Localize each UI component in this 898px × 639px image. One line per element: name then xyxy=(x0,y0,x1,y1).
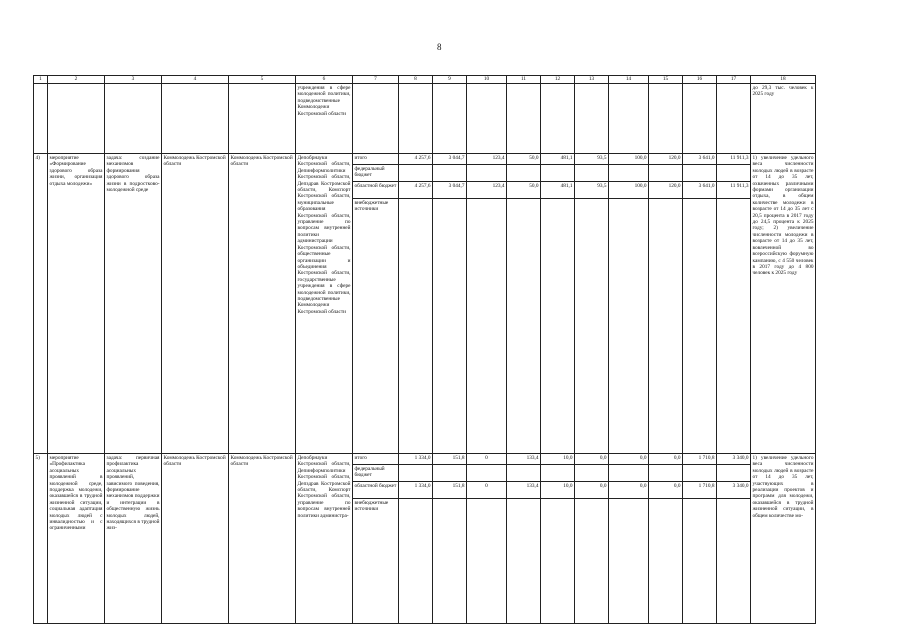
value-regional: 50,0 xyxy=(529,183,539,189)
header-cell: 5 xyxy=(229,76,296,84)
header-cell: 9 xyxy=(433,76,467,84)
executors: Депобрнауки Костромской области, Депинформполитики Костромской области, Депздрав Костромской области, Комспорт Костромской области, управление по вопросам внутренней политики администра- xyxy=(296,454,353,624)
value-regional: 0,0 xyxy=(599,483,607,489)
source-extrabudget: внебюджетные источники xyxy=(354,200,389,213)
event-task: задача: создание механизмов формирования здорового образа жизни в подростково-молодежной среде xyxy=(105,154,162,454)
page-number: 8 xyxy=(437,42,442,52)
value-regional: 1 334,0 xyxy=(414,483,431,489)
source-extrabudget: внебюджетные источники xyxy=(354,500,389,513)
value-total: 0,0 xyxy=(599,455,607,461)
value-regional: 0 xyxy=(485,483,488,489)
table-row xyxy=(34,454,816,624)
value-cell xyxy=(683,154,717,454)
value-cell xyxy=(467,454,507,624)
value-total: 133,4 xyxy=(526,455,539,461)
value-cell xyxy=(649,454,683,624)
value-total: 1 334,0 xyxy=(414,455,431,461)
row-number: 5) xyxy=(34,454,48,624)
value-regional: 120,0 xyxy=(668,183,681,189)
responsible: Коммолодежь Костромской области xyxy=(229,154,296,454)
value-regional: 100,0 xyxy=(634,183,647,189)
value-regional: 3 641,0 xyxy=(698,183,715,189)
value-regional: 93,5 xyxy=(597,183,607,189)
header-cell: 16 xyxy=(683,76,717,84)
value-cell xyxy=(683,454,717,624)
source-federal: федеральный бюджет xyxy=(354,466,385,479)
value-cell xyxy=(467,154,507,454)
funding-sources xyxy=(353,454,399,624)
value-regional: 0,0 xyxy=(639,483,647,489)
source-regional: областной бюджет xyxy=(354,183,397,189)
value-regional: 123,4 xyxy=(492,183,505,189)
value-total: 0,0 xyxy=(639,455,647,461)
value-total: 3 641,0 xyxy=(698,155,715,161)
header-cell: 3 xyxy=(105,76,162,84)
program-table xyxy=(33,75,816,624)
value-cell xyxy=(575,154,609,454)
header-cell: 2 xyxy=(48,76,105,84)
value-cell xyxy=(717,154,751,454)
expected-result: 1) увеличение удельного веса численности молодых людей в возрасте от 14 до 35 лет, охваченных различными формами организации отдыха, в общем количестве молодежи в возрасте от 14 до 35 лет с 20,5 процента в 2017 году до 24,5 процента к 2025 году; 2) увеличение численности молодежи в возрасте от 14 до 35 лет, вовлеченной во всероссийскую форумную кампанию, с 4 550 человек в 2017 году до 4 800 человек к 2025 году xyxy=(751,154,816,454)
funding-sources xyxy=(353,154,399,454)
value-total: 151,8 xyxy=(452,455,465,461)
coordinator: Коммолодежь Костромской области xyxy=(162,454,229,624)
header-cell: 14 xyxy=(609,76,649,84)
header-cell: 13 xyxy=(575,76,609,84)
continuation-executors: учреждения в сфере молодежной политики, подведомственные Коммолодежи Костромской области xyxy=(296,84,353,154)
header-row xyxy=(34,76,816,84)
header-cell: 17 xyxy=(717,76,751,84)
source-regional: областной бюджет xyxy=(354,483,397,489)
value-regional: 481,1 xyxy=(560,183,573,189)
header-cell: 4 xyxy=(162,76,229,84)
value-cell xyxy=(717,454,751,624)
value-regional: 3 044,7 xyxy=(448,183,465,189)
value-total: 10,0 xyxy=(563,455,573,461)
value-total: 1 710,8 xyxy=(698,455,715,461)
expected-result: 1) увеличение удельного веса численности молодых людей в возрасте от 14 до 35 лет, участвующих в реализации проектов и программ для молодежи, оказавшейся в трудной жизненной ситуации, в общем количестве мо- xyxy=(751,454,816,624)
header-cell: 18 xyxy=(751,76,816,84)
source-total: итого xyxy=(354,455,367,461)
header-cell: 6 xyxy=(296,76,353,84)
value-cell xyxy=(399,454,433,624)
event-name: мероприятие «Профилактика асоциальных проявлений в молодежной среде, поддержка молодежи, оказавшейся в трудной жизненной ситуации, социальная адаптация молодых людей с инвалидностью и с ограниченными xyxy=(48,454,105,624)
value-total: 50,0 xyxy=(529,155,539,161)
value-total: 100,0 xyxy=(634,155,647,161)
value-cell xyxy=(541,454,575,624)
header-cell: 15 xyxy=(649,76,683,84)
value-total: 0 xyxy=(485,455,488,461)
row-number: 4) xyxy=(34,154,48,454)
value-regional: 0,0 xyxy=(673,483,681,489)
value-total: 3 340,0 xyxy=(732,455,749,461)
value-cell xyxy=(507,454,541,624)
source-total: итого xyxy=(354,155,367,161)
table-row xyxy=(34,154,816,454)
value-total: 481,1 xyxy=(560,155,573,161)
value-regional: 133,4 xyxy=(526,483,539,489)
responsible: Коммолодежь Костромской области xyxy=(229,454,296,624)
value-regional: 151,8 xyxy=(452,483,465,489)
value-cell xyxy=(433,154,467,454)
event-name: мероприятие «Формирование здорового образа жизни, организация отдыха молодежи» xyxy=(48,154,105,454)
header-cell: 8 xyxy=(399,76,433,84)
value-regional: 1 710,8 xyxy=(698,483,715,489)
value-total: 4 257,6 xyxy=(414,155,431,161)
continuation-result: до 29,3 тыс. человек к 2025 году xyxy=(751,84,816,154)
value-cell xyxy=(609,454,649,624)
event-task: задача: первичная профилактика асоциальных проявлений, зависимого поведения, формирование механизмов поддержки и интеграции в общественную жизнь молодых людей, находящихся в трудной жиз- xyxy=(105,454,162,624)
continuation-row xyxy=(34,84,816,154)
value-cell xyxy=(541,154,575,454)
header-cell: 12 xyxy=(541,76,575,84)
value-cell xyxy=(399,154,433,454)
header-cell: 1 xyxy=(34,76,48,84)
value-cell xyxy=(649,154,683,454)
header-cell: 10 xyxy=(467,76,507,84)
value-regional: 3 340,0 xyxy=(732,483,749,489)
value-total: 0,0 xyxy=(673,455,681,461)
executors: Депобрнауки Костромской области, Депинформполитики Костромской области, Депздрав Костромской области, Комспорт Костромской области, муниципальные образования Костромской области, управление по вопросам внутренней политики администрации Костромской области, общественные организации и объединения Костромской области, государственные учреждения в сфере молодежной политики, подведомственные Коммолодежи Костромской области xyxy=(296,154,353,454)
value-regional: 10,0 xyxy=(563,483,573,489)
source-federal: федеральный бюджет xyxy=(354,166,385,179)
value-regional: 4 257,6 xyxy=(414,183,431,189)
value-regional: 11 911,3 xyxy=(730,183,749,189)
header-cell: 7 xyxy=(353,76,399,84)
value-cell xyxy=(575,454,609,624)
value-total: 11 911,3 xyxy=(730,155,749,161)
header-cell: 11 xyxy=(507,76,541,84)
value-total: 120,0 xyxy=(668,155,681,161)
value-cell xyxy=(433,454,467,624)
value-cell xyxy=(507,154,541,454)
value-cell xyxy=(609,154,649,454)
value-total: 93,5 xyxy=(597,155,607,161)
value-total: 3 044,7 xyxy=(448,155,465,161)
coordinator: Коммолодежь Костромской области xyxy=(162,154,229,454)
value-total: 123,4 xyxy=(492,155,505,161)
